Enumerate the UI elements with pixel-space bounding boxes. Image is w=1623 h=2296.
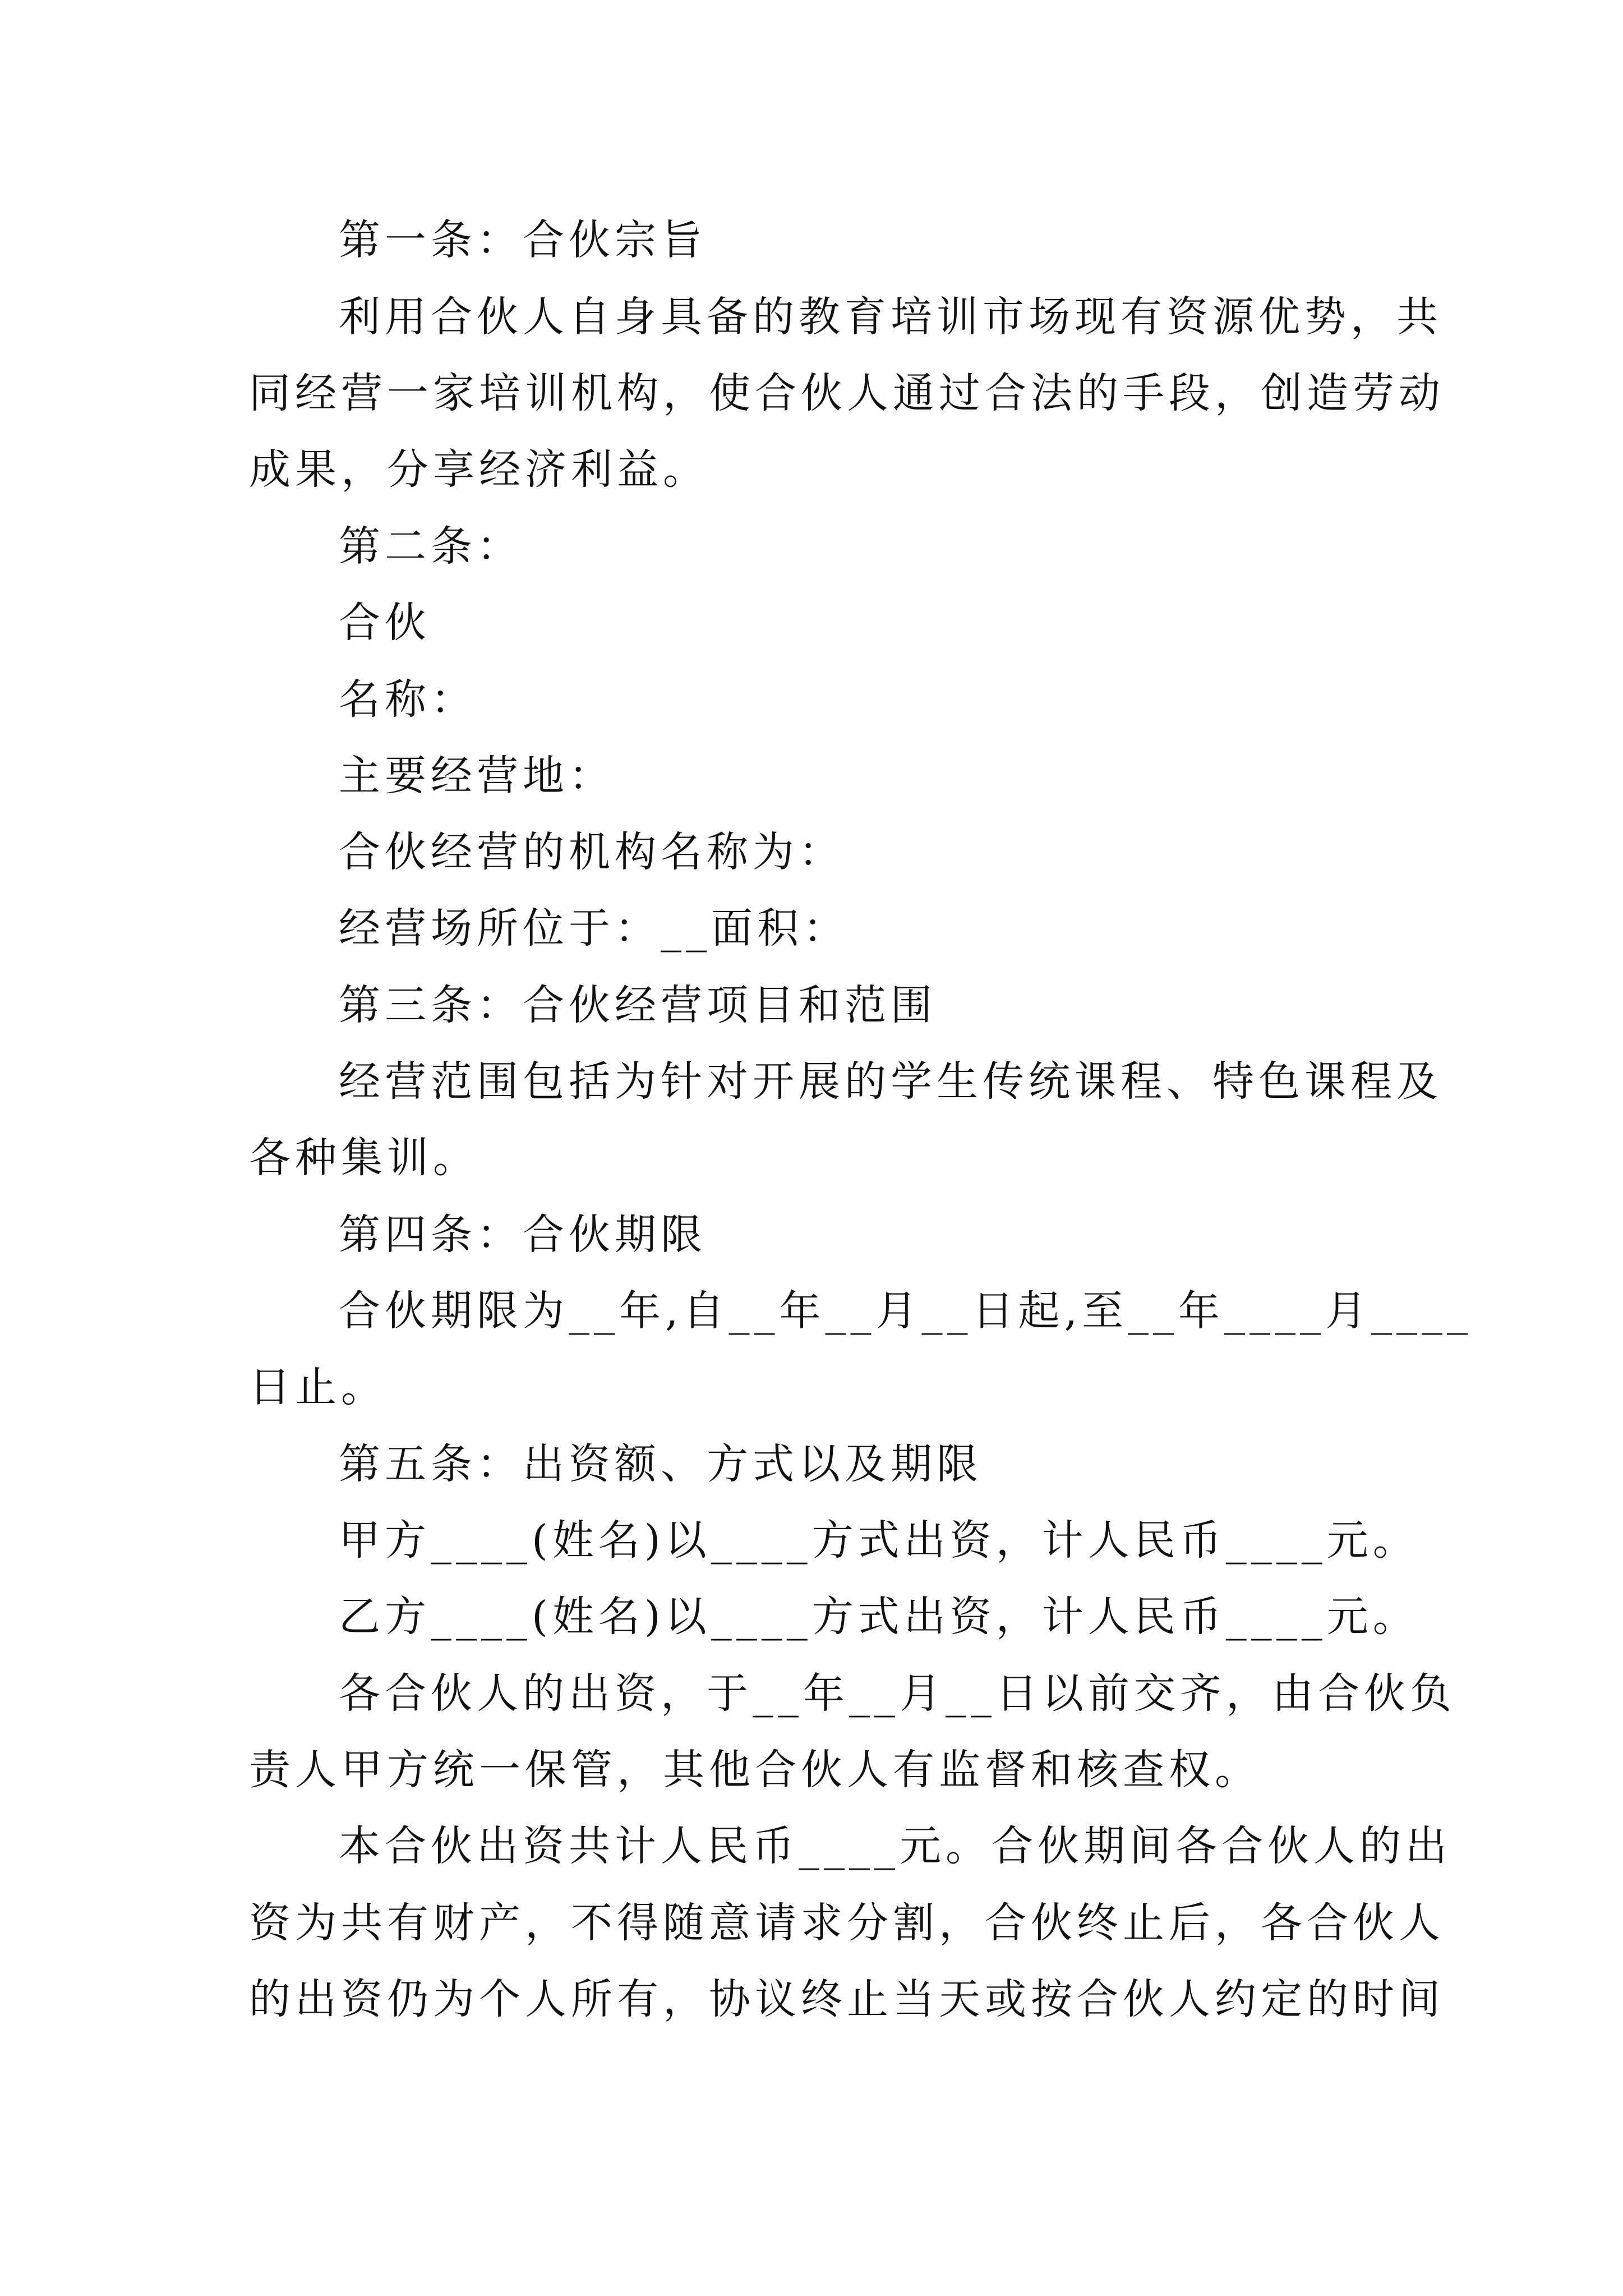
article-2-line: 主要经营地： — [339, 752, 615, 800]
article-2-line: 经营场所位于：__面积： — [339, 904, 849, 953]
article-2-line: 合伙经营的机构名称为： — [339, 828, 845, 876]
article-5-paragraph-line: 甲方____(姓名)以____方式出资，计人民币____元。 — [339, 1516, 1419, 1565]
article-1-heading: 第一条：合伙宗旨 — [339, 216, 707, 264]
article-1-paragraph-line: 成果，分享经济利益。 — [249, 445, 709, 494]
article-3-paragraph-line: 各种集训。 — [249, 1134, 479, 1182]
article-3-paragraph-line: 经营范围包括为针对开展的学生传统课程、特色课程及 — [339, 1057, 1442, 1106]
article-1-paragraph-line: 同经营一家培训机构，使合伙人通过合法的手段，创造劳动 — [249, 369, 1445, 417]
article-5-paragraph-line: 责人甲方统一保管，其他合伙人有监督和核查权。 — [249, 1746, 1261, 1794]
article-5-heading: 第五条：出资额、方式以及期限 — [339, 1440, 983, 1488]
article-5-paragraph-line: 各合伙人的出资，于__年__月__日以前交齐，由合伙负 — [339, 1669, 1456, 1718]
article-2-line: 合伙 — [339, 599, 431, 647]
article-4-heading: 第四条：合伙期限 — [339, 1211, 707, 1259]
article-5-paragraph-line: 乙方____(姓名)以____方式出资，计人民币____元。 — [339, 1593, 1419, 1641]
article-5-paragraph-line: 的出资仍为个人所有，协议终止当天或按合伙人约定的时间 — [249, 1975, 1445, 2023]
article-4-paragraph-line: 日止。 — [249, 1363, 387, 1411]
article-3-heading: 第三条：合伙经营项目和范围 — [339, 981, 937, 1029]
article-5-paragraph-line: 本合伙出资共计人民币____元。合伙期间各合伙人的出 — [339, 1822, 1451, 1870]
article-2-heading: 第二条： — [339, 522, 523, 570]
article-1-paragraph-line: 利用合伙人自身具备的教育培训市场现有资源优势，共 — [339, 293, 1442, 341]
article-2-line: 名称： — [339, 675, 477, 724]
article-4-paragraph-line: 合伙期限为__年,自__年__月__日起,至__年____月____ — [339, 1287, 1473, 1335]
article-5-paragraph-line: 资为共有财产，不得随意请求分割，合伙终止后，各合伙人 — [249, 1899, 1445, 1947]
